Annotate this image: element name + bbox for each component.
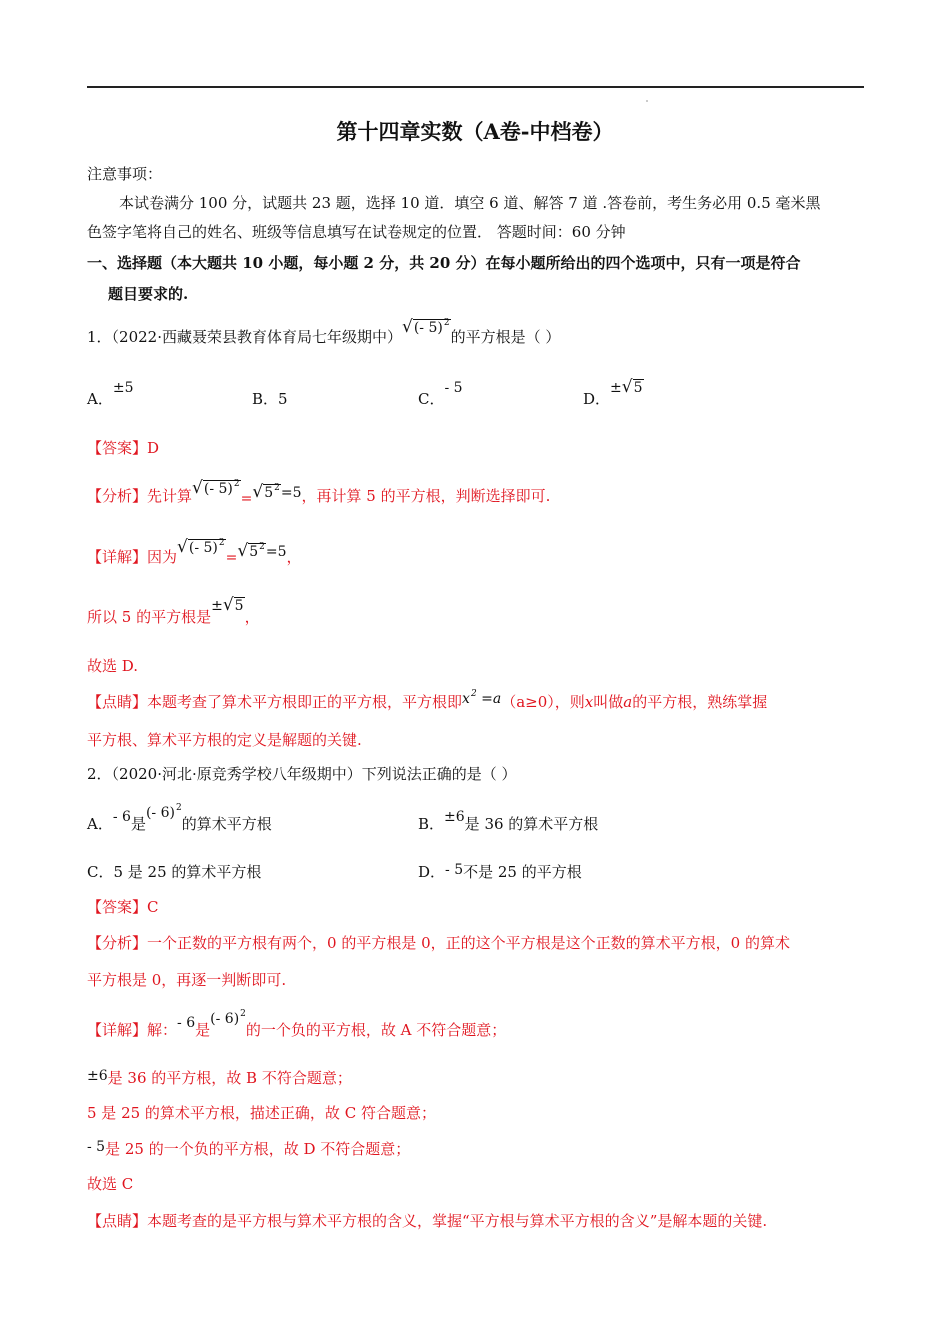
q2-detail-mid: 是 xyxy=(195,1021,211,1039)
q1-comment-line-2: 平方根、算术平方根的定义是解题的关键. xyxy=(87,731,362,749)
q1-stem-base: (- 5) xyxy=(413,320,443,336)
q2-analysis-line-1 xyxy=(87,932,790,953)
q1-detail-post: ， xyxy=(286,548,302,566)
q1-analysis-math2: $√5^2$ xyxy=(252,482,280,502)
q2-option-a-mid: 是 xyxy=(130,815,146,833)
q1-comment-math xyxy=(462,691,501,707)
q1-detail-pre: 因为 xyxy=(147,548,178,566)
q2-line-c: 5 是 25 的算术平方根，描述正确，故 C 符合题意； xyxy=(87,1104,436,1122)
q2-detail-pre: 解： xyxy=(147,1021,178,1039)
q1-option-a-value: ±5 xyxy=(112,380,134,396)
q1-analysis-math: √(- 5)$^2$ xyxy=(192,478,240,498)
q2-comment-text: 本题考查的是平方根与算术平方根的含义，掌握“平方根与算术平方根的含义”是解本题的关键. xyxy=(147,1212,768,1230)
q1-detail-exp: 2 xyxy=(218,538,225,548)
q1-stem xyxy=(87,317,561,347)
q1-stem-radical: √(- 5)$^2$ xyxy=(402,317,450,337)
q1-detail-tag: 【详解】 xyxy=(87,548,148,566)
q1-analysis-base: (- 5) xyxy=(203,481,233,497)
q2-analysis-line-2: 平方根是 0，再逐一判断即可. xyxy=(87,971,287,989)
q1-comment-post: 叫做 xyxy=(593,693,624,711)
q1-option-d-value: ±√5 xyxy=(610,377,643,397)
q1-analysis-pre: 先计算 xyxy=(147,487,193,505)
q1-answer xyxy=(87,437,159,458)
q1-comment-exp: 2 xyxy=(470,689,477,699)
q1-stem-suffix: 的平方根是（ ） xyxy=(450,328,561,346)
notice-heading: 注意事项： xyxy=(87,165,163,183)
q2-answer xyxy=(87,896,159,917)
q2-line-b-text: 是 36 的平方根，故 B 不符合题意； xyxy=(107,1069,352,1087)
q2-option-b-value: ±6 xyxy=(444,809,465,825)
q1-answer-text: D xyxy=(147,439,160,457)
notice-line-2: 色签字笔将自己的姓名、班级等信息填写在试卷规定的位置． 答题时间：60 分钟 xyxy=(87,223,626,241)
q2-line-b xyxy=(87,1067,352,1088)
q2-option-a-power xyxy=(146,805,182,821)
q1-detail-result: =5 xyxy=(265,544,287,560)
q2-line-d-text: 是 25 的一个负的平方根，故 D 不符合题意； xyxy=(105,1140,411,1158)
q1-answer-tag: 【答案】 xyxy=(87,439,148,457)
q1-comment-tag: 【点睛】 xyxy=(87,693,148,711)
q1-stem-prefix: 1．（2022·西藏聂荣县教育体育局七年级期中） xyxy=(87,328,402,346)
q2-option-d[interactable] xyxy=(418,861,582,882)
q2-detail-post: 的一个负的平方根，故 A 不符合题意； xyxy=(245,1021,507,1039)
q1-option-c[interactable] xyxy=(418,380,463,409)
q2-answer-text: C xyxy=(147,898,159,916)
q1-option-b[interactable] xyxy=(252,388,288,409)
q1-so-post: ， xyxy=(244,608,260,626)
q1-analysis-result: =5 xyxy=(280,485,302,501)
q1-analysis-radicand: 5 xyxy=(264,485,274,501)
q2-option-a-v1: - 6 xyxy=(112,809,131,825)
q1-stem-exponent: 2 xyxy=(443,318,450,328)
q1-analysis-tag: 【分析】 xyxy=(87,487,148,505)
q1-comment-pre: 本题考查了算术平方根即正的平方根，平方根即 xyxy=(147,693,463,711)
q1-comment-end: 的平方根，熟练掌握 xyxy=(632,693,768,711)
header-rule xyxy=(87,86,864,88)
q2-choose: 故选 C xyxy=(87,1175,134,1193)
q1-detail-math: √(- 5)$^2$ xyxy=(177,537,225,557)
q1-option-b-label: B．5 xyxy=(252,390,288,408)
q1-comment-x2: x xyxy=(584,693,594,711)
q2-option-d-value: - 5 xyxy=(445,862,464,878)
q2-option-a-base: (- 6) xyxy=(145,805,175,821)
q2-stem: 2．（2020·河北·原竞秀学校八年级期中）下列说法正确的是（ ） xyxy=(87,765,517,783)
q1-choose: 故选 D. xyxy=(87,657,139,675)
q2-analysis-text: 一个正数的平方根有两个，0 的平方根是 0，正的这个平方根是这个正数的算术平方根，0 的算术 xyxy=(147,934,790,952)
q2-analysis-tag: 【分析】 xyxy=(87,934,148,952)
q1-comment-a: a xyxy=(623,693,633,711)
q1-comment-cond: （a≥0），则 xyxy=(501,693,585,711)
q2-option-b[interactable] xyxy=(418,809,599,834)
q1-detail xyxy=(87,537,302,567)
page-title: 第十四章实数（A卷-中档卷） xyxy=(336,119,614,144)
q2-option-a[interactable] xyxy=(87,803,272,834)
notice-line-1: 本试卷满分 100 分，试题共 23 题，选择 10 道．填空 6 道、解答 7 道 .答卷前，考生务必用 0.5 毫米黑 xyxy=(119,194,821,212)
q1-option-c-value: - 5 xyxy=(444,380,463,396)
q2-detail xyxy=(87,1009,507,1040)
q2-comment-tag: 【点睛】 xyxy=(87,1212,148,1230)
q1-detail-math2: $√5^2$ xyxy=(237,541,265,561)
q2-line-d-value: - 5 xyxy=(87,1139,106,1155)
q1-so-line xyxy=(87,595,260,627)
q2-answer-tag: 【答案】 xyxy=(87,898,148,916)
q1-analysis-exp2: 2 xyxy=(274,483,280,493)
q1-option-d-label: D． xyxy=(583,390,611,408)
q2-line-d xyxy=(87,1138,410,1159)
q2-detail-tag: 【详解】 xyxy=(87,1021,148,1039)
q1-detail-radicand: 5 xyxy=(249,544,259,560)
q2-option-b-post: 是 36 的算术平方根 xyxy=(464,815,599,833)
section-heading-line-1: 一、选择题（本大题共 10 小题，每小题 2 分，共 20 分）在每小题所给出的四个选项中，只有一项是符合 xyxy=(87,254,801,272)
q1-comment-x: x xyxy=(462,691,470,707)
q2-option-d-post: 不是 25 的平方根 xyxy=(463,863,582,881)
q2-option-a-post: 的算术平方根 xyxy=(181,815,272,833)
q2-option-c[interactable]: C．5 是 25 的算术平方根 xyxy=(87,863,262,881)
q1-analysis-exp: 2 xyxy=(233,479,240,489)
q1-analysis xyxy=(87,478,551,507)
q1-option-c-label: C． xyxy=(418,390,445,408)
q1-option-d-radicand: 5 xyxy=(633,380,643,396)
q1-so-radicand: 5 xyxy=(234,598,244,614)
q1-comment-line-1 xyxy=(87,691,767,712)
q1-so-math: ±√5 xyxy=(211,595,244,615)
q2-line-b-value: ±6 xyxy=(87,1068,108,1084)
q1-comment-eq: =a xyxy=(481,691,502,707)
q2-option-d-label: D． xyxy=(418,863,446,881)
q1-detail-exp2: 2 xyxy=(259,542,265,552)
q2-detail-exp: 2 xyxy=(240,1009,246,1019)
q2-option-a-exp: 2 xyxy=(175,803,182,813)
q1-option-a[interactable] xyxy=(87,380,134,409)
q2-detail-power xyxy=(210,1011,246,1027)
q1-option-d[interactable] xyxy=(583,377,644,409)
q2-comment xyxy=(87,1210,767,1231)
q2-detail-v1: - 6 xyxy=(177,1015,196,1031)
q1-so-pm: ± xyxy=(211,598,223,614)
q1-option-a-label: A． xyxy=(87,390,113,408)
header-dot xyxy=(646,100,648,102)
q1-option-d-pm: ± xyxy=(610,380,622,396)
q1-detail-eq: = xyxy=(225,550,238,566)
q1-detail-base: (- 5) xyxy=(188,540,218,556)
q1-analysis-eq: = xyxy=(240,491,253,507)
q2-option-a-label: A． xyxy=(87,815,113,833)
q2-detail-base: (- 6) xyxy=(210,1011,240,1027)
q1-so-pre: 所以 5 的平方根是 xyxy=(87,608,212,626)
q2-option-b-label: B． xyxy=(418,815,445,833)
q1-analysis-post: ，再计算 5 的平方根，判断选择即可. xyxy=(301,487,551,505)
section-heading-line-2: 题目要求的. xyxy=(108,285,189,303)
